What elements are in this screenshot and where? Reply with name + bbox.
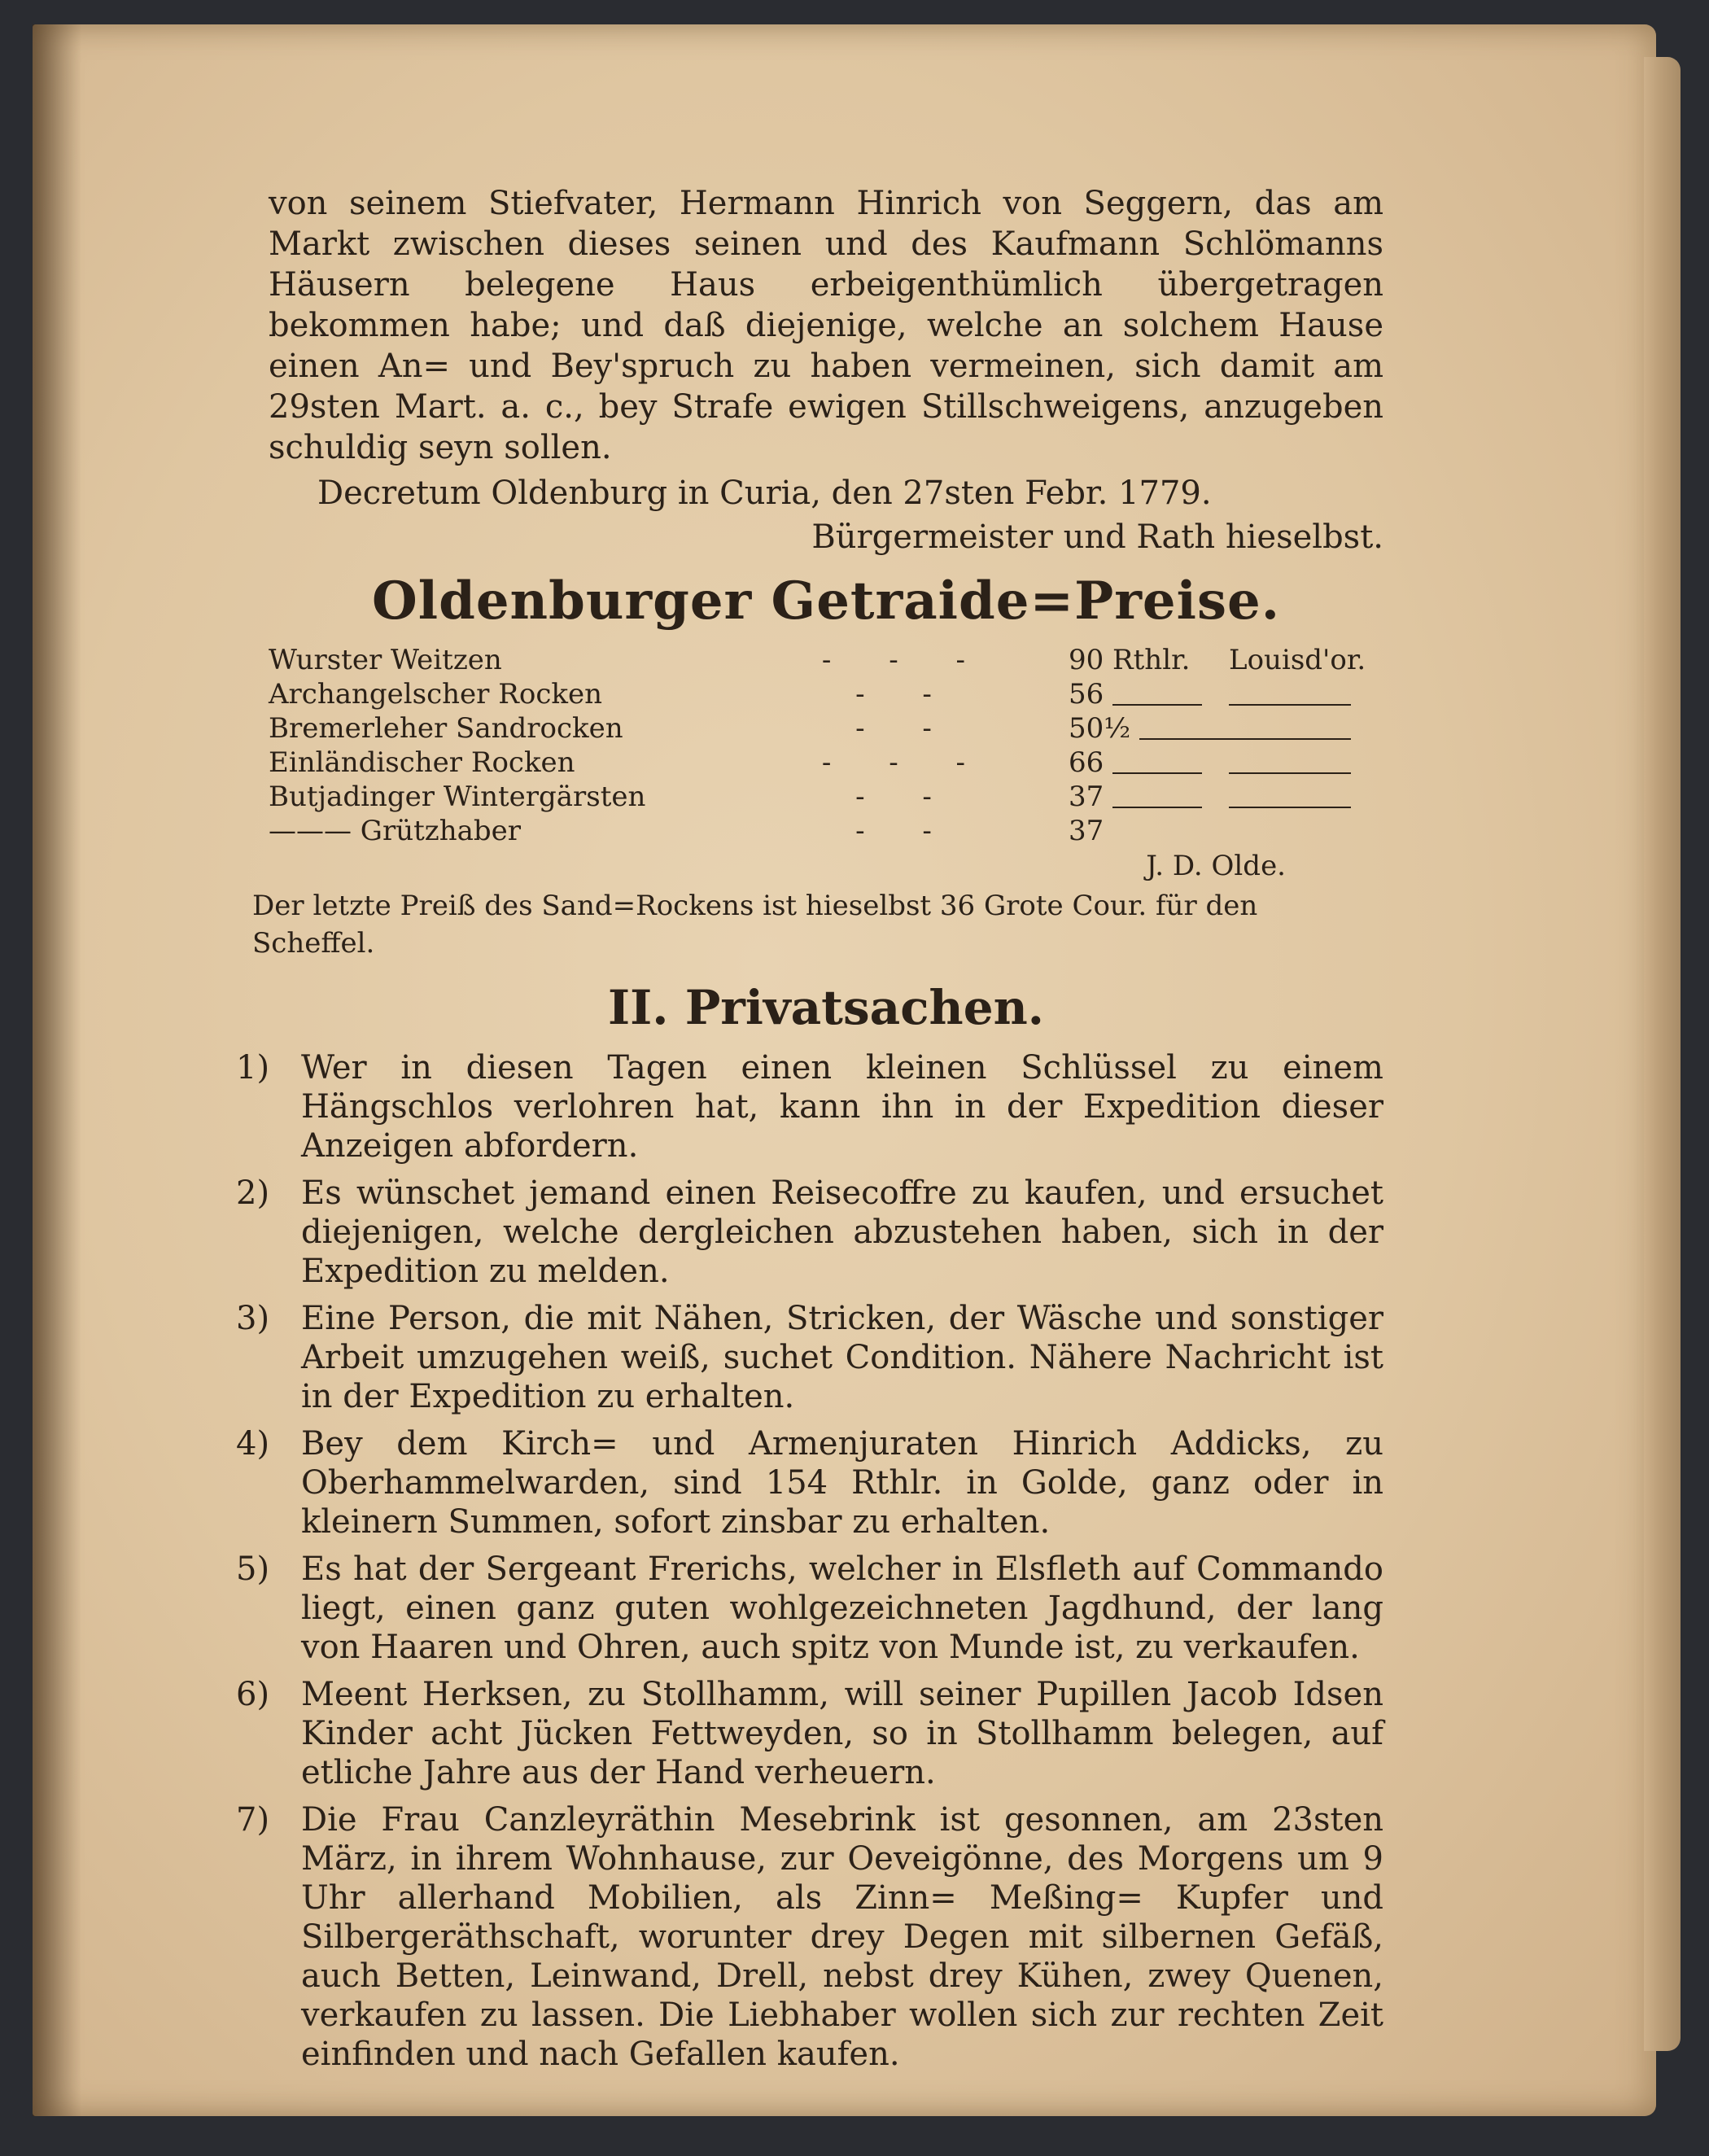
price-row (269, 780, 1383, 814)
item-number: 2) (236, 1174, 270, 1212)
notice-item (236, 1675, 1383, 1792)
price-value: 37 (1068, 815, 1104, 847)
ditto-line (1139, 720, 1229, 740)
ditto-line (1112, 789, 1202, 808)
price-row (269, 677, 1383, 711)
price-value: 50½ (1068, 712, 1131, 745)
grain-name: ——— Grützhaber (269, 815, 522, 847)
prices-title: Oldenburger Getraide=Preise. (372, 571, 1280, 632)
book-gutter (33, 24, 81, 2116)
price-note: Der letzte Preiß des Sand=Rockens ist hieselbst 36 Grote Cour. für den Scheffel. (252, 890, 1258, 960)
grain-name: Bremerleher Sandrocken (269, 712, 623, 745)
item-number: 4) (236, 1425, 270, 1463)
decree-line: Decretum Oldenburg in Curia, den 27sten Febr. 1779. (317, 474, 1212, 512)
item-number: 3) (236, 1300, 270, 1337)
grain-price-table (269, 643, 1383, 848)
item-text: Bey dem Kirch= und Armenjuraten Hinrich Addicks, zu Oberhammelwarden, sind 154 Rthlr. in Golde, ganz oder in kleinern Summen, sofort zinsbar zu erhalten. (301, 1425, 1383, 1541)
page-edge (1644, 57, 1681, 2051)
grain-name: Wurster Weitzen (269, 644, 502, 676)
grain-name: Butjadinger Wintergärsten (269, 781, 646, 813)
notice-item (236, 1299, 1383, 1416)
item-number: 1) (236, 1049, 270, 1087)
dash-leader: - - (855, 678, 956, 711)
item-text: Eine Person, die mit Nähen, Stricken, der Wäsche und sonstiger Arbeit umzugehen weiß, suchet Condition. Nähere Nachricht ist in der Expedition zu erhalten. (301, 1300, 1383, 1415)
notice-item (236, 1550, 1383, 1667)
price-row (269, 711, 1383, 746)
item-number: 7) (236, 1801, 270, 1839)
price-value: 56 (1068, 678, 1104, 711)
notice-item (236, 1424, 1383, 1542)
ditto-line (1112, 754, 1202, 774)
notice-item (236, 1174, 1383, 1291)
item-text: Meent Herksen, zu Stollhamm, will seiner Pupillen Jacob Idsen Kinder acht Jücken Fettweyden, so in Stollhamm belegen, auf etliche Jahre aus der Hand verheuern. (301, 1676, 1383, 1791)
intro-paragraph: von seinem Stiefvater, Hermann Hinrich von Seggern, das am Markt zwischen dieses seinen und des Kaufmann Schlömanns Häusern belegene Haus erbeigenthümlich übergetragen bekommen habe; und daß diejenige, welche an solchem Hause einen An= und Bey'spruch zu haben vermeinen, sich damit am 29sten Mart. a. c., bey Strafe ewigen Stillschweigens, anzugeben schuldig seyn sollen. (269, 185, 1383, 466)
section-title: II. Privatsachen. (608, 980, 1044, 1035)
item-text: Wer in diesen Tagen einen kleinen Schlüssel zu einem Hängschlos verlohren hat, kann ihn in der Expedition dieser Anzeigen abfordern. (301, 1049, 1383, 1165)
price-value: 90 (1068, 644, 1104, 676)
price-value: 66 (1068, 746, 1104, 779)
ditto-line (1229, 686, 1351, 706)
dash-leader: - - (855, 781, 956, 813)
item-text: Die Frau Canzleyräthin Mesebrink ist gesonnen, am 23sten März, in ihrem Wohnhause, zur Oeveigönne, des Morgens um 9 Uhr allerhand Mobilien, als Zinn= Meßing= Kupfer und Silbergeräthschaft, worunter drey Degen mit silbernen Gefäß, auch Betten, Leinwand, Drell, nebst drey Kühen, zwey Quenen, verkaufen zu lassen. Die Liebhaber wollen sich zur rechten Zeit einfinden und nach Gefallen kaufen. (301, 1801, 1383, 2073)
price-row (269, 814, 1383, 848)
item-text: Es wünschet jemand einen Reisecoffre zu kaufen, und ersuchet diejenigen, welche dergleichen abzustehen haben, sich in der Expedition zu melden. (301, 1174, 1383, 1290)
dash-leader: - - - (821, 644, 990, 676)
price-row (269, 643, 1383, 677)
item-number: 6) (236, 1676, 270, 1713)
ditto-line (1229, 754, 1351, 774)
ditto-line (1229, 720, 1351, 740)
item-number: 5) (236, 1550, 270, 1588)
notice-item (236, 1048, 1383, 1165)
notice-item (236, 1800, 1383, 2074)
grain-name: Einländischer Rocken (269, 746, 575, 779)
price-author: J. D. Olde. (1146, 850, 1286, 882)
unit-rthlr: Rthlr. (1112, 644, 1191, 676)
unit-louisdor: Louisd'or. (1229, 644, 1366, 676)
dash-leader: - - (855, 712, 956, 745)
signature-line: Bürgermeister und Rath hieselbst. (811, 518, 1383, 556)
ditto-line (1112, 686, 1202, 706)
price-value: 37 (1068, 781, 1104, 813)
item-text: Es hat der Sergeant Frerichs, welcher in Elsfleth auf Commando liegt, einen ganz guten wohlgezeichneten Jagdhund, der lang von Haaren und Ohren, auch spitz von Munde ist, zu verkaufen. (301, 1550, 1383, 1666)
page-content (236, 183, 1383, 2082)
ditto-line (1229, 789, 1351, 808)
price-row (269, 746, 1383, 780)
grain-name: Archangelscher Rocken (269, 678, 602, 711)
dash-leader: - - - (821, 746, 990, 779)
dash-leader: - - (855, 815, 956, 847)
